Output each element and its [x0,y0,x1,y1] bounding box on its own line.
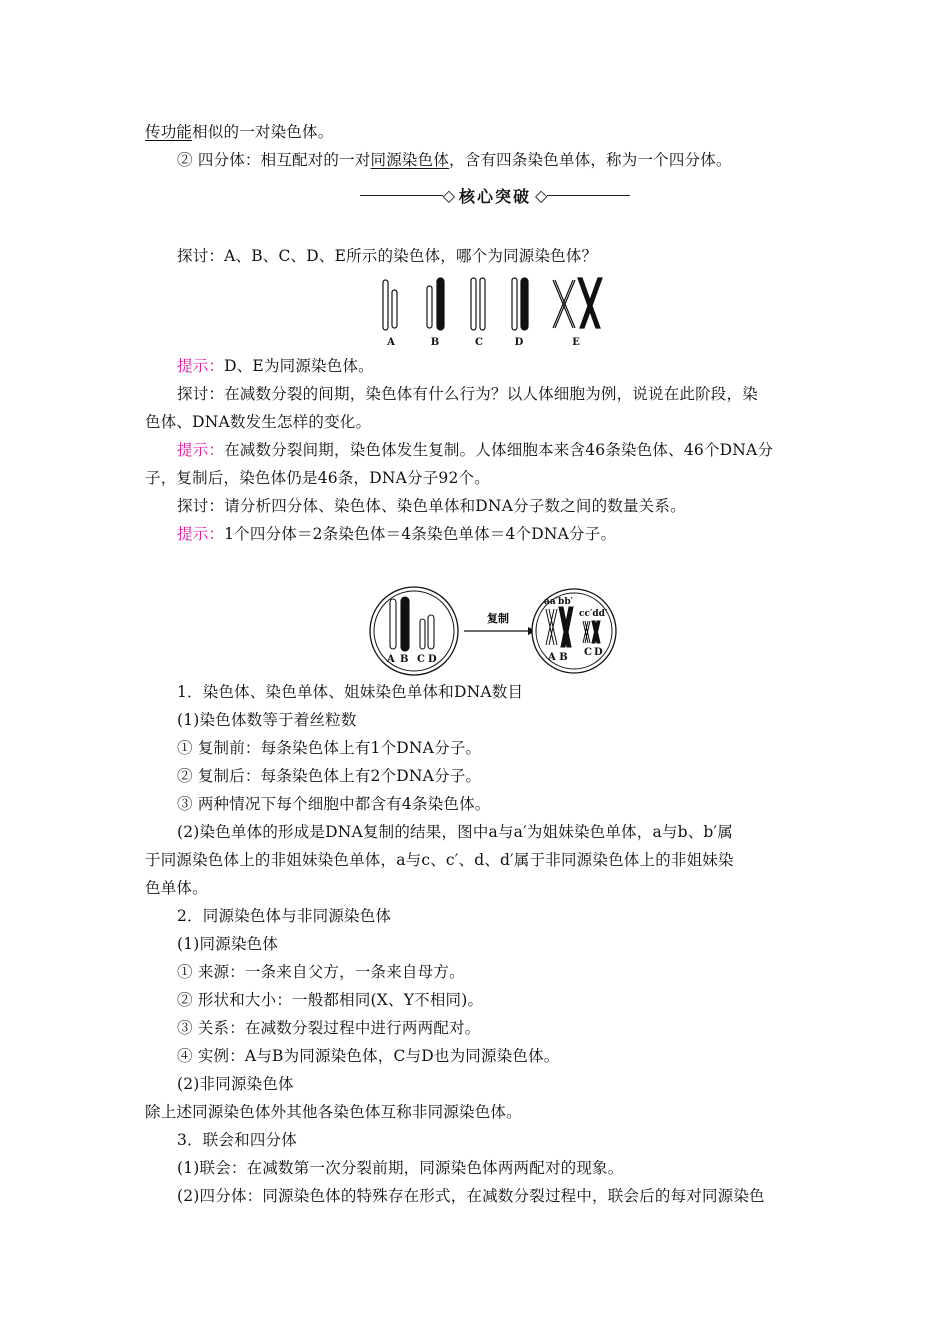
discussion-question-2-line-1: 探讨：在减数分裂的间期，染色体有什么行为？以人体细胞为例，说说在此阶段，染 [177,385,758,403]
item-2-2: (2)非同源染色体 [177,1075,294,1093]
fig2-left-label-a: A [387,654,395,665]
underlined-term: 传功能 [145,123,193,141]
hint-text: D、E为同源染色体。 [224,357,374,375]
section-heading-title: 核心突破 [459,186,532,206]
replication-figure [368,585,618,677]
intro-text: ，含有四条染色单体，称为一个四分体。 [449,151,732,169]
hint-label: 提示： [177,357,225,375]
discussion-question-2-line-2: 色体、DNA数发生怎样的变化。 [145,413,372,431]
hint-1 [177,352,842,380]
item-2-1b: ② 形状和大小：一般都相同(X、Y不相同)。 [177,991,484,1009]
fig2-left-label-d: D [428,654,437,665]
item-3-1: (1)联会：在减数第一次分裂前期，同源染色体两两配对的现象。 [177,1159,624,1177]
intro-line-1 [145,118,810,146]
chromosome-pair-c [471,278,485,330]
item-1-1a: ① 复制前：每条染色体上有1个DNA分子。 [177,739,482,757]
discussion-question-1: 探讨：A、B、C、D、E所示的染色体，哪个为同源染色体？ [177,247,598,265]
chromosome-pair-a [383,280,397,330]
fig2-right-top-left: aa′bb′ [544,597,573,607]
fig1-label-e: E [572,337,580,348]
heading-rule-right [547,195,630,196]
hint-text: 1个四分体＝2条染色体＝4条染色单体＝4个DNA分子。 [224,525,617,543]
chromosome-pair-e [553,278,602,328]
fig2-right-bottom-c: C [584,647,592,658]
item-2-1: (1)同源染色体 [177,935,279,953]
item-1-2-line-3: 色单体。 [145,879,208,897]
heading-3: 3．联会和四分体 [177,1131,297,1149]
fig2-right-top-right: cc′dd′ [579,609,608,619]
intro-line-2 [177,146,842,174]
arrow-icon [464,611,536,635]
item-2-2a: 除上述同源染色体外其他各染色体互称非同源染色体。 [145,1103,522,1121]
chromosome-pair-b [427,278,444,330]
intro-text: ② 四分体：相互配对的一对 [177,151,371,169]
fig2-right-bottom-d: D [594,647,603,658]
fig2-right-bottom-left: A B [548,652,568,663]
chromosome-figure-1 [370,272,610,350]
hint-3 [177,520,842,548]
hint-2 [177,436,842,464]
heading-rule-left [360,195,443,196]
fig1-label-d: D [514,337,524,348]
diamond-icon: ◇ [442,185,455,205]
fig2-left-label-c: C [417,654,425,665]
heading-2: 2．同源染色体与非同源染色体 [177,907,392,925]
chromosome-pair-d [512,278,528,330]
hint-label: 提示： [177,525,225,543]
item-2-1a: ① 来源：一条来自父方，一条来自母方。 [177,963,465,981]
item-1-1: (1)染色体数等于着丝粒数 [177,711,357,729]
item-1-1b: ② 复制后：每条染色体上有2个DNA分子。 [177,767,482,785]
diamond-icon: ◇ [535,185,548,205]
fig1-label-c: C [475,337,483,348]
fig1-label-a: A [387,337,395,348]
hint-2-line-2: 子，复制后，染色体仍是46条，DNA分子92个。 [145,469,490,487]
underlined-term: 同源染色体 [370,151,450,169]
item-1-1c: ③ 两种情况下每个细胞中都含有4条染色体。 [177,795,491,813]
item-1-2-line-2: 于同源染色体上的非姐妹染色单体，a与c、c′、d、d′属于非同源染色体上的非姐妹染 [145,851,734,869]
heading-1: 1．染色体、染色单体、姐妹染色单体和DNA数目 [177,683,524,701]
cell-after-replication [532,589,616,673]
item-2-1d: ④ 实例：A与B为同源染色体，C与D也为同源染色体。 [177,1047,560,1065]
hint-text: 在减数分裂间期，染色体发生复制。人体细胞本来含46条染色体、46个DNA分 [224,441,774,459]
intro-text: 相似的一对染色体。 [192,123,334,141]
fig2-left-label-b: B [400,654,409,665]
arrow-label: 复制 [487,612,509,625]
hint-label: 提示： [177,441,225,459]
section-heading [360,181,630,209]
fig1-label-b: B [430,337,440,348]
item-3-2: (2)四分体：同源染色体的特殊存在形式，在减数分裂过程中，联会后的每对同源染色 [177,1187,765,1205]
discussion-question-3: 探讨：请分析四分体、染色体、染色单体和DNA分子数之间的数量关系。 [177,497,686,515]
item-2-1c: ③ 关系：在减数分裂过程中进行两两配对。 [177,1019,481,1037]
item-1-2-line-1: (2)染色单体的形成是DNA复制的结果，图中a与a′为姐妹染色单体，a与b、b′属 [177,823,733,841]
cell-before-replication [370,587,458,675]
